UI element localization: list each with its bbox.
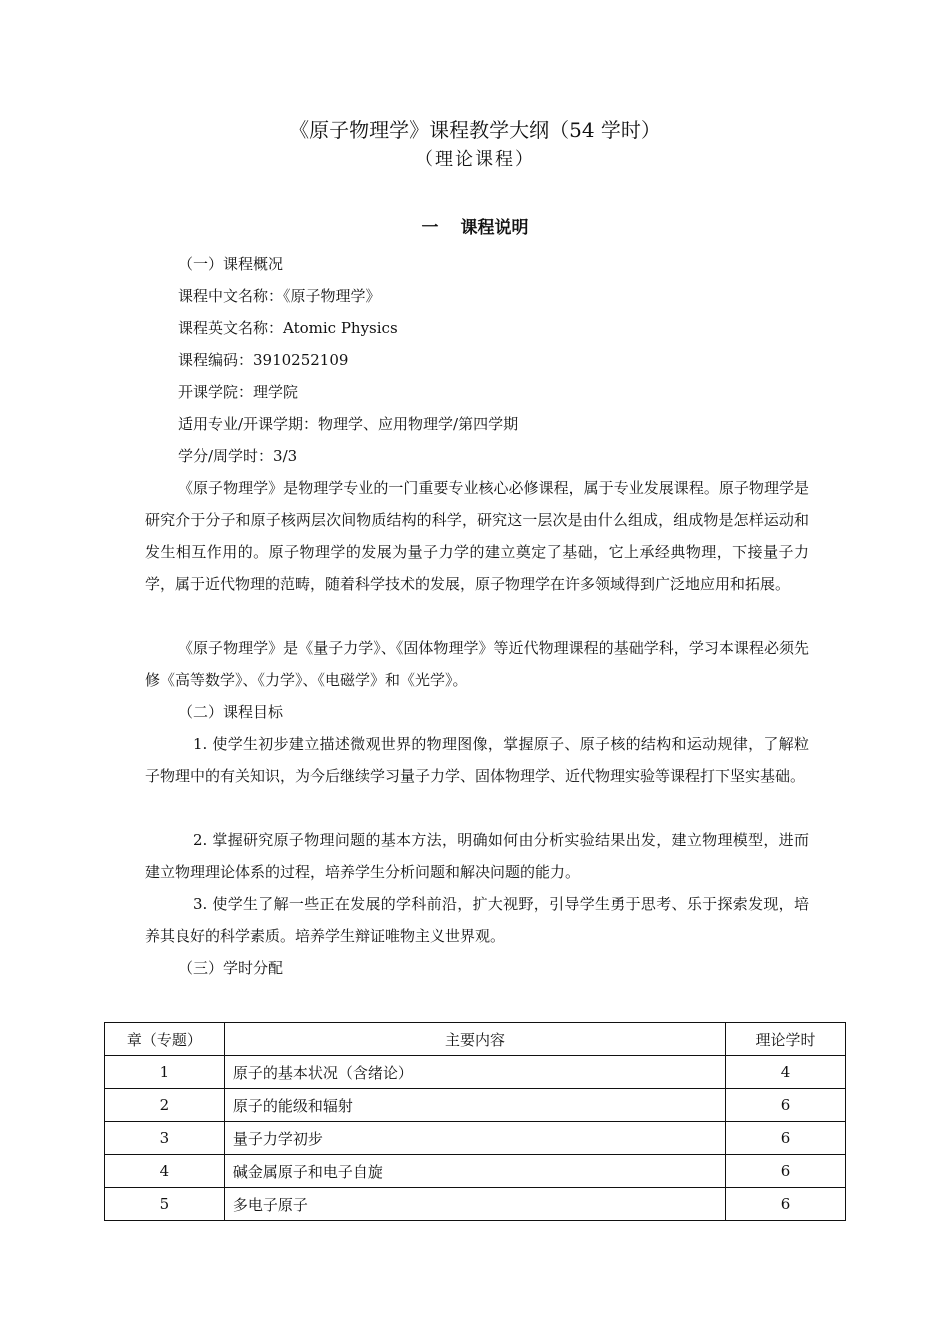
content-cell: 原子的能级和辐射: [224, 1089, 725, 1122]
section-title: 课程说明: [460, 218, 529, 238]
overview-paragraph-2: 《原子物理学》是《量子力学》、《固体物理学》等近代物理课程的基础学科，学习本课程必须先修《高等数学》、《力学》、《电磁学》和《光学》。: [145, 639, 809, 689]
course-cn-name: 课程中文名称：《原子物理学》: [178, 287, 381, 305]
chapter-cell: 4: [105, 1155, 225, 1188]
chapter-cell: 3: [105, 1122, 225, 1155]
overview-paragraph-1: 《原子物理学》是物理学专业的一门重要专业核心必修课程，属于专业发展课程。原子物理学是研究介于分子和原子核两层次间物质结构的科学，研究这一层次是由什么组成，组成物是怎样运动和发生相互作用的。原子物理学的发展为量子力学的建立奠定了基础，它上承经典物理，下接量子力学，属于近代物理的范畴，随着科学技术的发展，原子物理学在许多领域得到广泛地应用和拓展。: [145, 479, 809, 593]
goal-item-3: 3. 使学生了解一些正在发展的学科前沿，扩大视野，引导学生勇于思考、乐于探索发现，培养其良好的科学素质。培养学生辩证唯物主义世界观。: [145, 895, 809, 945]
table-row: [105, 1056, 846, 1089]
course-credits: 学分/周学时：3/3: [178, 447, 298, 465]
hours-cell: 6: [726, 1188, 846, 1221]
chapter-cell: 2: [105, 1089, 225, 1122]
column-header-chapter: 章（专题）: [105, 1023, 225, 1056]
course-en-name: 课程英文名称：Atomic Physics: [178, 319, 398, 337]
column-header-content: 主要内容: [224, 1023, 725, 1056]
course-major-term: 适用专业/开课学期：物理学、应用物理学/第四学期: [178, 415, 519, 433]
table-row: [105, 1089, 846, 1122]
section-number: 一: [421, 218, 439, 238]
content-cell: 原子的基本状况（含绪论）: [224, 1056, 725, 1089]
document-title: 《原子物理学》课程教学大纲（54 学时）: [289, 118, 661, 142]
section-heading: [0, 216, 950, 240]
content-cell: 碱金属原子和电子自旋: [224, 1155, 725, 1188]
hours-cell: 6: [726, 1089, 846, 1122]
goals-heading: （二）课程目标: [178, 703, 284, 721]
table-row: [105, 1122, 846, 1155]
course-code: 课程编码：3910252109: [178, 351, 349, 369]
course-college: 开课学院：理学院: [178, 383, 299, 401]
column-header-hours: 理论学时: [726, 1023, 846, 1056]
hours-cell: 4: [726, 1056, 846, 1089]
document-subtitle: （理论课程）: [415, 149, 535, 170]
hours-cell: 6: [726, 1122, 846, 1155]
goal-item-2: 2. 掌握研究原子物理问题的基本方法，明确如何由分析实验结果出发，建立物理模型，进而建立物理理论体系的过程，培养学生分析问题和解决问题的能力。: [145, 831, 809, 881]
overview-heading: （一）课程概况: [178, 255, 284, 273]
content-cell: 量子力学初步: [224, 1122, 725, 1155]
chapter-cell: 1: [105, 1056, 225, 1089]
hours-table: [104, 1022, 846, 1221]
table-row: [105, 1155, 846, 1188]
goal-item-1: 1. 使学生初步建立描述微观世界的物理图像，掌握原子、原子核的结构和运动规律，了解粒子物理中的有关知识，为今后继续学习量子力学、固体物理学、近代物理实验等课程打下坚实基础。: [145, 735, 809, 785]
table-header-row: [105, 1023, 846, 1056]
content-cell: 多电子原子: [224, 1188, 725, 1221]
chapter-cell: 5: [105, 1188, 225, 1221]
table-row: [105, 1188, 846, 1221]
hours-heading: （三）学时分配: [178, 959, 284, 977]
hours-cell: 6: [726, 1155, 846, 1188]
